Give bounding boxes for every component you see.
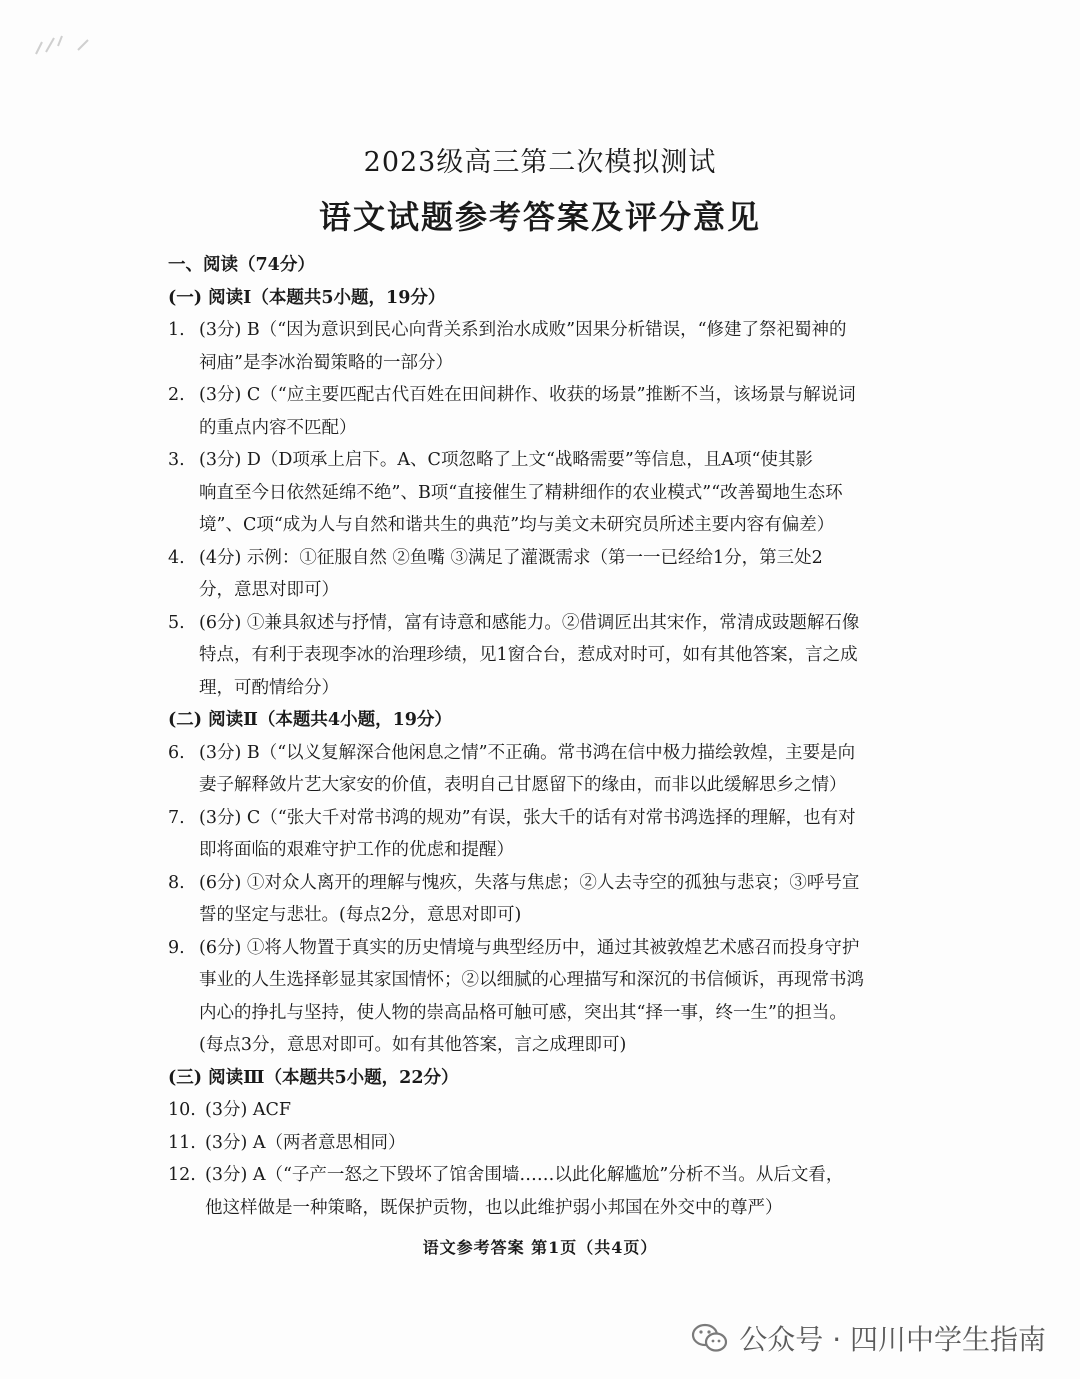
item-number: 9. [168, 937, 185, 958]
item-number: 2. [168, 385, 185, 405]
item-number: 1. [168, 320, 185, 340]
answer-continuation: 事业的人生选择彰显其家国情怀；②以细腻的心理描写和深沉的书信倾诉，再现常书鸿 [199, 970, 864, 990]
section-heading: (二) 阅读Ⅱ（本题共4小题，19分） [168, 710, 452, 730]
item-text: (3分) C（“应主要匹配古代百姓在田间耕作、收获的场景”推断不当，该场景与解说词 [199, 385, 856, 405]
answer-continuation: 理，可酌情给分） [199, 677, 339, 698]
item-number: 12. [168, 1165, 196, 1185]
item-text: (6分) ①将人物置于真实的历史情境与典型经历中，通过其被敦煌艺术感召而投身守护 [199, 937, 860, 958]
watermark [691, 1318, 1046, 1358]
answer-continuation: 即将面临的艰难守护工作的优虑和提醒） [199, 840, 514, 860]
answer-item [168, 1094, 916, 1127]
exam-title: 2023级高三第二次模拟测试 [363, 147, 717, 178]
item-number: 4. [168, 547, 185, 568]
answer-item [168, 607, 916, 640]
answer-continuation: 妻子解释敛片艺大家安的价值，表明自己甘愿留下的缘由，而非以此缓解思乡之情） [199, 775, 847, 795]
answer-continuation: 他这样做是一种策略，既保护贡物，也以此维护弱小邦国在外交中的尊严） [205, 1197, 783, 1218]
answer-item [168, 867, 916, 900]
answer-continuation: 分，意思对即可） [199, 580, 339, 600]
item-text: (6分) ①对众人离开的理解与愧疚，失落与焦虑；②人去寺空的孤独与悲哀；③呼号宣 [199, 872, 860, 893]
answer-item [168, 932, 916, 965]
item-text: (3分) B（“以义复解深合他闲息之情”不正确。常书鸿在信中极力描绘敦煌，主要是向 [199, 742, 856, 763]
answer-key-title: 语文试题参考答案及评分意见 [318, 198, 761, 236]
answer-item [168, 542, 916, 575]
item-text: (4分) 示例：①征服自然 ②鱼嘴 ③满足了灌溉需求（第一一已经给1分，第三处2 [199, 547, 823, 568]
item-number: 3. [168, 450, 185, 470]
answer-continuation: 的重点内容不匹配） [199, 417, 357, 438]
answer-continuation: 祠庙”是李冰治蜀策略的一部分） [199, 352, 453, 373]
answer-continuation: 内心的挣扎与坚持，使人物的崇高品格可触可感，突出其“择一事，终一生”的担当。 [199, 1002, 847, 1023]
page-footer: 语文参考答案 第1页（共4页） [422, 1238, 658, 1257]
item-number: 8. [168, 872, 185, 893]
answer-continuation: 境”、C项“成为人与自然和谐共生的典范”均与美文未研究员所述主要内容有偏差） [199, 515, 835, 535]
answer-content [168, 249, 916, 1224]
item-number: 7. [168, 807, 185, 828]
item-text: (3分) B（“因为意识到民心向背关系到治水成败”因果分析错误，“修建了祭祀蜀神的 [199, 320, 847, 340]
item-number: 10. [168, 1100, 196, 1120]
answer-item [168, 1159, 916, 1192]
section-heading: 一、阅读（74分） [168, 255, 315, 275]
answer-item [168, 737, 916, 770]
item-text: (3分) A（“子产一怒之下毁坏了馆舍围墙……以此化解尴尬”分析不当。从后文看， [205, 1165, 844, 1185]
answer-continuation: 特点，有利于表现李冰的治理珍绩，见1窗合台，惹成对时可，如有其他答案，言之成 [199, 645, 858, 665]
answer-item [168, 379, 916, 412]
item-text: (3分) D（D项承上启下。A、C项忽略了上文“战略需要”等信息，且A项“使其影 [199, 450, 813, 470]
item-text: (3分) A（两者意思相同） [205, 1132, 406, 1153]
answer-continuation: (每点3分，意思对即可。如有其他答案，言之成理即可) [199, 1035, 627, 1055]
wechat-icon [691, 1322, 729, 1354]
answer-item [168, 1127, 916, 1160]
section-heading: (一) 阅读Ⅰ（本题共5小题，19分） [168, 287, 446, 308]
item-number: 11. [168, 1132, 196, 1153]
answer-item [168, 444, 916, 477]
item-text: (3分) C（“张大千对常书鸿的规劝”有误，张大千的话有对常书鸿选择的理解，也有对 [199, 807, 856, 828]
answer-continuation: 誓的坚定与悲壮。(每点2分，意思对即可) [199, 905, 522, 925]
section-heading: (三) 阅读Ⅲ（本题共5小题，22分） [168, 1067, 459, 1088]
answer-item [168, 314, 916, 347]
item-text: (6分) ①兼具叙述与抒情，富有诗意和感能力。②借调匠出其宋作，常清成豉题解石像 [199, 612, 860, 633]
item-number: 6. [168, 742, 185, 763]
item-number: 5. [168, 612, 185, 633]
answer-item [168, 802, 916, 835]
watermark-text: 公众号 · 四川中学生指南 [739, 1323, 1046, 1356]
item-text: (3分) ACF [205, 1100, 292, 1120]
scratch-marks [32, 24, 112, 64]
answer-continuation: 响直至今日依然延绵不绝”、B项“直接催生了精耕细作的农业模式”“改善蜀地生态环 [199, 482, 843, 503]
